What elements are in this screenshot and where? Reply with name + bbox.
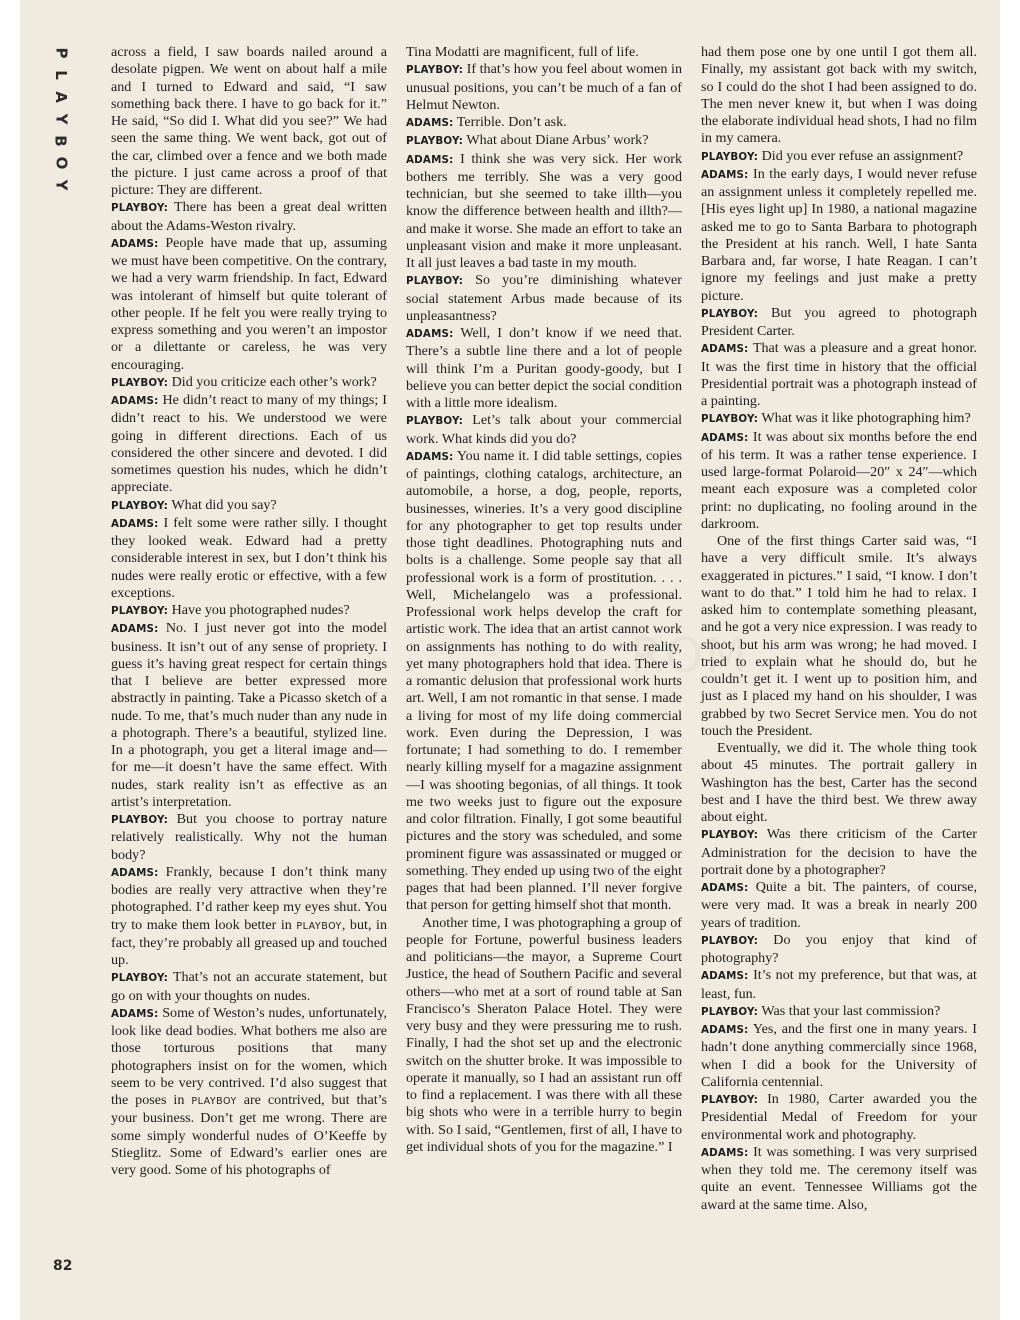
paragraph-text: But you choose to portray nature relatively realistically. Why not the human body? xyxy=(111,811,387,863)
paragraph-text: It was something. I was very surprised when they told me. The ceremony itself was quite an event. Tennessee Williams got the award at the same time. Also, xyxy=(701,1143,977,1213)
paragraph-text: are contrived, but that’s your business. Don’t get me wrong. There are some simply wonderful nudes of O’Keeffe by Stieglitz. Some of Edward’s earlier ones are very good. Some of his photographs of xyxy=(111,1092,388,1178)
paragraph xyxy=(406,448,682,915)
paragraph xyxy=(701,879,977,932)
paragraph-text: That’s not an accurate statement, but go on with your thoughts on nudes. xyxy=(111,969,387,1004)
paragraph-text: If that’s how you feel about women in unusual positions, you can’t be much of a fan of Helmut Newton. xyxy=(406,61,682,113)
paragraph xyxy=(406,151,682,273)
paragraph-text: He didn’t react to many of my things; I didn’t react to his. We understood we were going in different directions. Each of us considered the other sincere and devoted. I did sometimes question his nudes, which he didn’t appreciate. xyxy=(111,392,387,496)
page-number: 82 xyxy=(53,1258,73,1274)
speaker-label: PLAYBOY: xyxy=(111,499,169,512)
paragraph-text: It was about six months before the end of his term. It was a rather tense experience. I used large-format Polaroid—20″ x 24″—which meant each exposure was a completed color print: no duplicating, no fooling around in the darkroom. xyxy=(701,428,977,532)
paragraph xyxy=(406,412,682,448)
speaker-label: PLAYBOY: xyxy=(701,829,759,842)
speaker-label: ADAMS: xyxy=(701,970,749,983)
paragraph xyxy=(406,272,682,325)
paragraph xyxy=(701,305,977,341)
speaker-label: ADAMS: xyxy=(406,450,454,463)
speaker-label: PLAYBOY: xyxy=(111,605,169,617)
speaker-label: PLAYBOY: xyxy=(111,202,169,215)
paragraph-text: In 1980, Carter awarded you the Presidential Medal of Freedom for your environmental work and photography. xyxy=(701,1091,977,1143)
paragraph-text: That was a pleasure and a great honor. It was the first time in history that the official Presidential portrait was a photograph instead of a painting. xyxy=(701,340,977,409)
paragraph-text: Another time, I was photographing a group of people for Fortune, powerful business leaders and politicians—the mayor, a Supreme Court Justice, the head of Southern Pacific and several others—who met at a sort of round table at San Francisco’s Sheraton Palace Hotel. They were very busy and they were pressuring me to rush. Finally, I had the shot set up and the electronic switch on the shutter broke. It was impossible to operate it manually, so I had an assistant run off to find a replacement. I was there with all these big shots who were in a terrible hurry to begin with. So I said, “Gentlemen, first of all, I have to get individual shots of you for the magazine.” I xyxy=(406,914,682,1155)
speaker-label: PLAYBOY: xyxy=(406,64,464,77)
paragraph xyxy=(111,969,387,1005)
paragraph xyxy=(406,114,682,132)
paragraph xyxy=(701,1021,977,1091)
speaker-label: PLAYBOY: xyxy=(406,275,464,288)
paragraph xyxy=(111,602,387,620)
speaker-label: PLAYBOY: xyxy=(701,1094,759,1106)
paragraph-text: Did you ever refuse an assignment? xyxy=(761,147,964,164)
paragraph xyxy=(701,166,977,305)
paragraph-text: Some of Weston’s nudes, unfortunately, look like dead bodies. What bothers me also are those torturous positions that many photographers insist on for the women, which seem to be very contrived. I’d also suggest that the poses in xyxy=(111,1004,387,1108)
paragraph xyxy=(701,340,977,410)
paragraph-text: Eventually, we did it. The whole thing took about 45 minutes. The portrait gallery in Washington has the best, Carter has the second best and I have the third best. We threw away about eight. xyxy=(701,740,977,825)
paragraph xyxy=(701,740,977,826)
speaker-label: ADAMS: xyxy=(111,395,159,407)
paragraph-text: across a field, I saw boards nailed around a desolate pigpen. We went on about half a mile and I turned to Edward and said, “I saw something back there. I have to go back for it.” He said, “So did I. What did you see?” We had seen the same thing. We went back, got out of the car, climbed over a fence and we both made the picture. I just came across a proof of that picture: They are different. xyxy=(111,44,387,198)
text-column-3 xyxy=(701,44,977,1214)
paragraph-text: , but, in fact, they’re probably all greased up and touched up. xyxy=(111,916,387,968)
paragraph-text: Yes, and the first one in many years. I hadn’t done anything commercially since 1968, when I did a book for the University of California centennial. xyxy=(701,1021,977,1090)
speaker-label: ADAMS: xyxy=(701,431,749,444)
speaker-label: PLAYBOY: xyxy=(111,376,169,389)
speaker-label: ADAMS: xyxy=(701,882,749,894)
title-letter: B xyxy=(52,135,70,147)
speaker-label: PLAYBOY: xyxy=(701,307,759,320)
title-letter: A xyxy=(51,91,70,103)
speaker-label: ADAMS: xyxy=(406,153,454,166)
paragraph xyxy=(701,932,977,968)
paragraph-text: One of the first things Carter said was, “I have a very difficult smile. It’s always exaggerated in pictures.” I said, “I know. I don’t want to do that.” I told him he had to relax. I asked him to contemplate something pleasant, and he got a very nice expression. I was ready to shoot, but his arm was wrong; he had moved. I tried to explain what he should do, but he couldn’t get it. I went up to position him, and just as I placed my hand on his shoulder, I was grabbed by two Secret Service men. You do not touch the President. xyxy=(701,533,977,739)
speaker-label: ADAMS: xyxy=(701,168,749,181)
paragraph-text: You name it. I did table settings, copies of paintings, clothing catalogs, architecture, an automobile, a horse, a dog, people, reports, businesses, wineries. It’s a very good discipline for any photographer to get top results under those tight deadlines. Photographing nuts and bolts is a challenge. Some people say that all professional work is a form of prostitution. . . . Well, Michelangelo was a professional. Professional work helps develop the craft for artistic work. The idea that an artist cannot work on assignments has nothing to do with reality, yet many photographers hold that idea. There is a romantic delusion that professional work hurts art. Well, I am not romantic in that sense. I made a living for most of my life doing commercial work. Even during the Depression, I was fortunate; I had something to do. I remember nearly killing myself for a magazine assignment—I was shooting begonias, of all things. It took me two weeks just to figure out the exposure and color filtration. Finally, I got some beautiful pictures and the story was scheduled, and some prominent figure was assassinated or mugged or something. They ended up using two of the eight pages that had been planned. I’ll never forgive that person for getting himself shot that month. xyxy=(406,447,682,914)
speaker-label: PLAYBOY: xyxy=(701,1005,759,1018)
paragraph-text: But you agreed to photograph President Carter. xyxy=(701,304,977,339)
paragraph xyxy=(701,1091,977,1144)
paragraph-text: Well, I don’t know if we need that. There’s a subtle line there and a lot of people will think I’m a Puritan goody-goody, but I believe you can better depict the social condition with a little more idealism. xyxy=(406,325,682,411)
speaker-label: PLAYBOY: xyxy=(701,413,759,426)
paragraph xyxy=(111,199,387,235)
paragraph-text: Terrible. Don’t ask. xyxy=(456,114,567,130)
title-letter: P xyxy=(52,47,70,59)
paragraph-text: Was there criticism of the Carter Administration for the decision to have the portrait done by a photographer? xyxy=(701,826,977,878)
paragraph xyxy=(111,811,387,864)
paragraph xyxy=(111,374,387,392)
paragraph xyxy=(111,1005,387,1180)
speaker-label: PLAYBOY: xyxy=(701,150,759,163)
paragraph xyxy=(406,61,682,114)
paragraph xyxy=(701,1003,977,1021)
paragraph xyxy=(701,429,977,534)
title-letter: O xyxy=(51,156,70,170)
paragraph-text: Do you enjoy that kind of photography? xyxy=(701,931,977,966)
magazine-page xyxy=(20,0,1000,1320)
speaker-label: PLAYBOY: xyxy=(111,814,169,826)
paragraph-text: In the early days, I would never refuse an assignment unless it completely repelled me. [His eyes light up] In 1980, a national magazine asked me to go to Santa Barbara to photograph the President at his ranch. Well, I hate Santa Barbara and, far worse, I hate Reagan. I can’t ignore my feelings and just make a pretty picture. xyxy=(701,165,977,304)
speaker-label: ADAMS: xyxy=(701,343,749,356)
paragraph-text: There has been a great deal written about the Adams-Weston rivalry. xyxy=(111,199,387,234)
paragraph xyxy=(701,44,977,148)
paragraph xyxy=(111,620,387,811)
paragraph-text: Quite a bit. The painters, of course, were very mad. It was a break in nearly 200 years of tradition. xyxy=(701,879,977,931)
text-column-1 xyxy=(111,44,387,1179)
paragraph-text: I felt some were rather silly. I thought they looked weak. Edward had a pretty considerable interest in sex, but I don’t think his nudes were really erotic or effective, with a few exceptions. xyxy=(111,514,387,601)
speaker-label: ADAMS: xyxy=(701,1024,749,1036)
speaker-label: ADAMS: xyxy=(111,866,159,879)
magazine-title-vertical xyxy=(51,42,71,196)
paragraph-text: What about Diane Arbus’ work? xyxy=(466,132,649,149)
speaker-label: PLAYBOY: xyxy=(111,972,169,985)
paragraph xyxy=(111,515,387,602)
paragraph-text: I think she was very sick. Her work bothers me terribly. She was a very good technician, but she seemed to take illth—you know the difference between health and illth?—and make it worse. She made an effort to take an unpleasant vision and make it more unpleasant. It all just leaves a bad taste in my mouth. xyxy=(406,150,682,271)
paragraph-text: had them pose one by one until I got them all. Finally, my assistant got back with my switch, so I could do the shot I had been assigned to do. The men never knew it, but when I was doing the elaborate individual head shots, I had no film in my camera. xyxy=(701,44,977,147)
title-letter: Y xyxy=(52,179,70,191)
paragraph xyxy=(111,235,387,374)
paragraph xyxy=(406,325,682,412)
paragraph xyxy=(111,497,387,515)
paragraph xyxy=(406,44,682,61)
speaker-label: ADAMS: xyxy=(111,1007,159,1020)
paragraph-text: Tina Modatti are magnificent, full of life. xyxy=(406,44,639,60)
magazine-name-inline: PLAYBOY xyxy=(191,1096,237,1107)
speaker-label: ADAMS: xyxy=(406,117,454,129)
paragraph xyxy=(701,148,977,166)
paragraph-text: What did you say? xyxy=(171,496,277,513)
paragraph xyxy=(111,392,387,497)
paragraph xyxy=(701,1144,977,1214)
paragraph xyxy=(111,864,387,970)
paragraph-text: So you’re diminishing whatever social statement Arbus made because of its unpleasantness? xyxy=(406,272,682,324)
paragraph-text: Have you photographed nudes? xyxy=(171,602,350,618)
title-letter: Y xyxy=(52,113,70,125)
speaker-label: ADAMS: xyxy=(111,623,159,636)
paragraph xyxy=(701,533,977,740)
paragraph xyxy=(701,826,977,879)
speaker-label: PLAYBOY: xyxy=(406,415,464,428)
text-column-2 xyxy=(406,44,682,1156)
paragraph xyxy=(701,967,977,1003)
paragraph xyxy=(406,915,682,1157)
speaker-label: ADAMS: xyxy=(406,328,454,340)
paragraph xyxy=(406,132,682,150)
paragraph-text: People have made that up, assuming we must have been competitive. On the contrary, we had a very warm friendship. In fact, Edward was intolerant of himself but quite tolerant of other people. If he felt you were really trying to express something and you weren’t an impostor or a dilettante or careless, he was very encouraging. xyxy=(111,234,387,373)
watermark: ROM xyxy=(630,628,749,684)
paragraph-text: Was that your last commission? xyxy=(761,1002,941,1019)
paragraph xyxy=(701,410,977,428)
paragraph-text: Frankly, because I don’t think many bodies are really very attractive when they’re photographed. I’d rather keep my eyes shut. You try to make them look better in xyxy=(111,863,387,933)
paragraph-text: It’s not my preference, but that was, at least, fun. xyxy=(701,967,977,1002)
paragraph-text: No. I just never got into the model business. It isn’t out of any sense of propriety. I guess it’s having great respect for certain things that I believe are better expressed more abstractly in painting. Take a Picasso sketch of a nude. To me, that’s much nuder than any nude in a photograph. There’s a beautiful, stylized line. In a photograph, you get a literal image and—for me—it doesn’t have the same effect. With nudes, stark reality isn’t as effective as an artist’s interpretation. xyxy=(111,620,387,810)
speaker-label: ADAMS: xyxy=(111,517,159,530)
magazine-name-inline: PLAYBOY xyxy=(296,920,342,932)
paragraph-text: Did you criticize each other’s work? xyxy=(171,373,377,390)
paragraph-text: What was it like photographing him? xyxy=(761,410,971,427)
speaker-label: ADAMS: xyxy=(111,237,159,250)
speaker-label: PLAYBOY: xyxy=(701,934,759,947)
speaker-label: PLAYBOY: xyxy=(406,135,464,148)
speaker-label: ADAMS: xyxy=(701,1146,749,1159)
title-letter: L xyxy=(52,70,70,80)
paragraph-text: Let’s talk about your commercial work. What kinds did you do? xyxy=(406,412,683,447)
paragraph xyxy=(111,44,387,199)
